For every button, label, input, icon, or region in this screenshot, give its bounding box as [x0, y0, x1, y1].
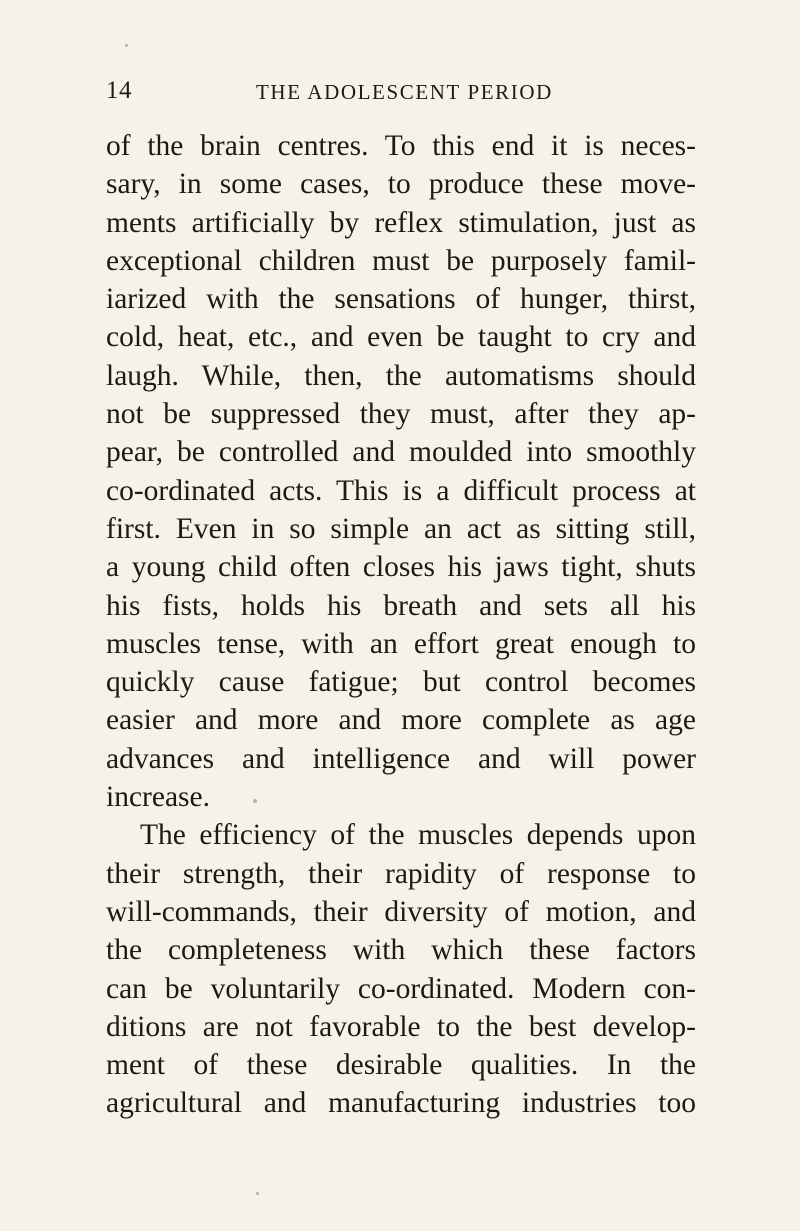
text-line: iarized with the sensations of hunger, thirst, [106, 283, 696, 316]
text-line: first. Even in so simple an act as sitting still, [106, 512, 696, 545]
text-line: will-commands, their diversity of motion, and [106, 895, 696, 928]
text-line: easier and more and more complete as age [106, 704, 696, 737]
paragraph-end-line: increase. [106, 781, 210, 814]
body-text [106, 127, 696, 1123]
text-line: muscles tense, with an effort great enough to [106, 627, 696, 660]
text-line: exceptional children must be purposely famil- [106, 244, 696, 277]
text-line: pear, be controlled and moulded into smoothly [106, 436, 696, 469]
text-line: can be voluntarily co-ordinated. Modern con- [106, 972, 696, 1005]
text-line: cold, heat, etc., and even be taught to cry and [106, 321, 696, 354]
paper-speck [256, 1192, 259, 1195]
text-line: a young child often closes his jaws tight, shuts [106, 551, 696, 584]
paragraph-start-line: The efficiency of the muscles depends upon [140, 819, 696, 852]
text-line: the completeness with which these factors [106, 934, 696, 967]
text-line: co-ordinated acts. This is a difficult process at [106, 474, 696, 507]
text-line: ditions are not favorable to the best develop- [106, 1010, 696, 1043]
paper-speck [125, 44, 128, 47]
text-line: agricultural and manufacturing industries too [106, 1087, 696, 1120]
text-line: not be suppressed they must, after they ap- [106, 398, 696, 431]
text-line: of the brain centres. To this end it is neces- [106, 130, 696, 162]
text-line: advances and intelligence and will power [106, 742, 696, 775]
text-line: laugh. While, then, the automatisms should [106, 359, 696, 392]
running-title: THE ADOLESCENT PERIOD [256, 80, 553, 104]
text-line: quickly cause fatigue; but control becomes [106, 666, 696, 699]
text-line: his fists, holds his breath and sets all his [106, 589, 696, 622]
page-number: 14 [106, 77, 132, 104]
text-line: ment of these desirable qualities. In the [106, 1049, 696, 1082]
text-line: sary, in some cases, to produce these move- [106, 168, 696, 201]
paper-speck [253, 799, 257, 803]
text-line: their strength, their rapidity of response to [106, 857, 696, 890]
text-line: ments artificially by reflex stimulation, just as [106, 206, 696, 239]
